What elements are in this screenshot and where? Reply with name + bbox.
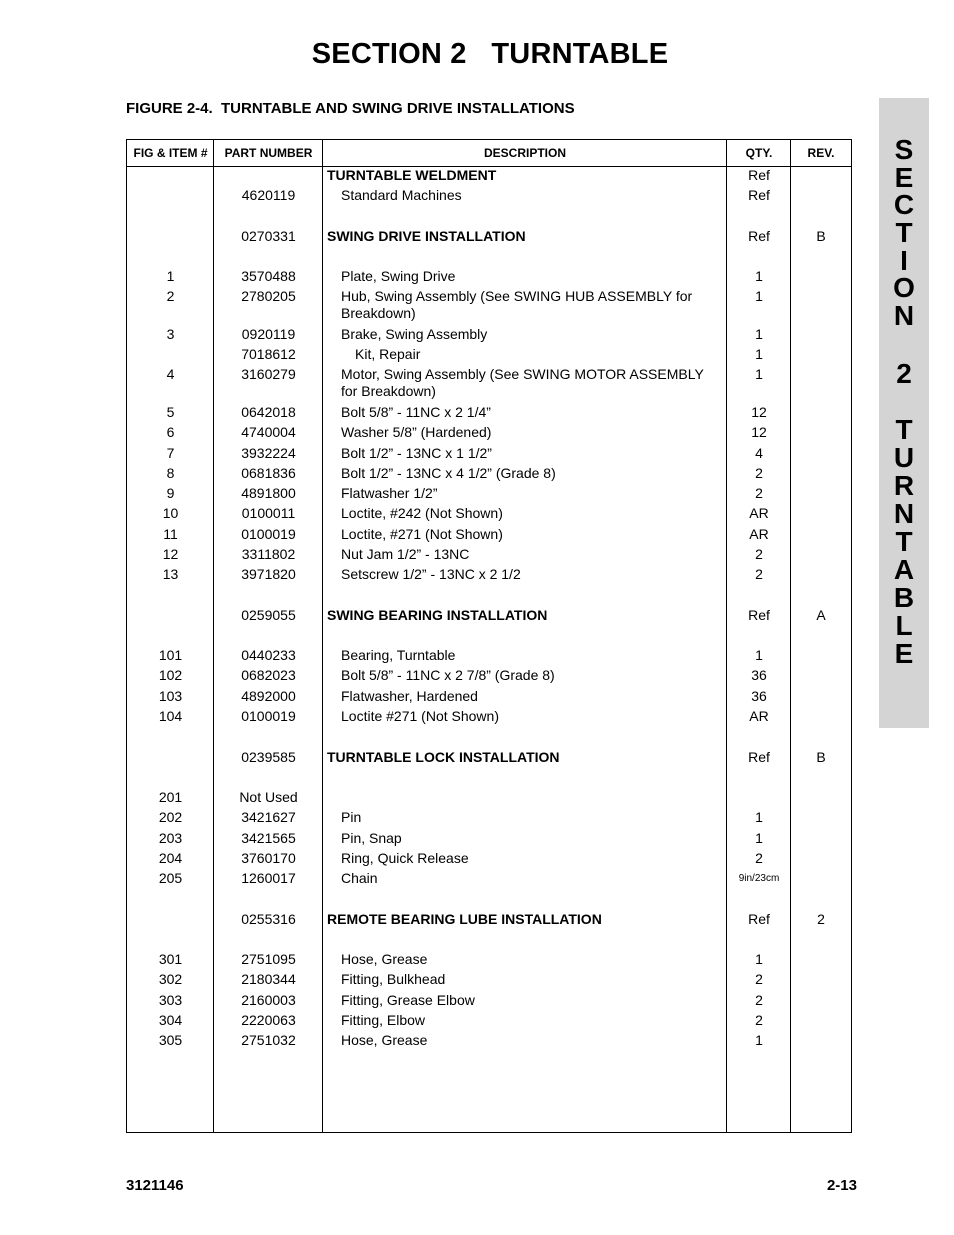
fig-item-cell: 305 [158,1032,183,1048]
column-header-part-number: PART NUMBER [224,146,313,160]
fig-item-cell: 103 [158,688,183,704]
qty-cell: 1 [755,951,763,967]
description-cell: TURNTABLE WELDMENT [327,167,497,183]
qty-cell: 1 [755,830,763,846]
fig-item-cell: 3 [166,326,175,342]
parts-table [126,139,852,1133]
part-number-cell: 7018612 [241,346,296,362]
part-number-cell: 2220063 [241,1012,296,1028]
fig-item-cell: 12 [162,546,179,562]
description-cell: Hub, Swing Assembly (See SWING HUB ASSEMBLY for Breakdown) [341,288,693,321]
part-number-cell: 0270331 [241,228,296,244]
qty-cell: 2 [755,566,763,582]
qty-cell: 2 [755,546,763,562]
fig-item-cell: 204 [158,850,183,866]
side-tab-letter: A [893,554,915,585]
fig-item-cell: 8 [166,465,175,481]
part-number-cell: 0259055 [241,607,296,623]
qty-cell: AR [749,708,769,724]
part-number-cell: 0440233 [241,647,296,663]
description-cell: SWING DRIVE INSTALLATION [327,228,526,244]
part-number-cell: 0681836 [241,465,296,481]
part-number-cell: 3421627 [241,809,296,825]
section-side-tab [879,98,929,728]
fig-item-cell: 9 [166,485,175,501]
description-cell: Motor, Swing Assembly (See SWING MOTOR ASSEMBLY for Breakdown) [341,366,704,399]
qty-cell: 1 [755,809,763,825]
fig-item-cell: 2 [166,288,175,304]
part-number-cell: 4620119 [241,187,296,203]
description-cell: Flatwasher 1/2” [341,485,438,501]
side-tab-letter: C [893,189,915,220]
fig-item-cell: 1 [166,268,175,284]
side-tab-letter: T [895,526,913,557]
qty-cell: 1 [755,366,763,382]
part-number-cell: 3160279 [241,366,296,382]
part-number-cell: 4892000 [241,688,296,704]
part-number-cell: 4891800 [241,485,296,501]
description-cell: Washer 5/8” (Hardened) [341,424,492,440]
fig-item-cell: 13 [162,566,179,582]
part-number-cell: 2160003 [241,992,296,1008]
side-tab-letter: E [894,162,914,193]
description-cell: SWING BEARING INSTALLATION [327,607,548,623]
part-number-cell: 3971820 [241,566,296,582]
fig-item-cell: 11 [163,526,178,542]
figure-title: FIGURE 2-4. TURNTABLE AND SWING DRIVE INSTALLATIONS [126,100,575,117]
qty-cell: 2 [755,850,763,866]
footer-doc-number: 3121146 [126,1177,184,1194]
qty-cell: 2 [755,465,763,481]
qty-cell: Ref [748,167,770,183]
fig-item-cell: 301 [158,951,183,967]
qty-cell: Ref [748,607,770,623]
qty-cell: 36 [751,688,767,704]
part-number-cell: Not Used [239,789,298,805]
side-tab-letter: U [893,442,915,473]
column-header-rev: REV. [807,146,835,160]
part-number-cell: 0100011 [241,505,296,521]
part-number-cell: 3570488 [241,268,296,284]
description-cell: Bolt 1/2” - 13NC x 4 1/2” (Grade 8) [341,465,556,481]
part-number-cell: 0920119 [241,326,296,342]
description-cell: Bolt 5/8” - 11NC x 2 7/8” (Grade 8) [341,667,555,683]
description-cell: Kit, Repair [355,346,421,362]
part-number-cell: 0642018 [241,404,296,420]
column-header-description: DESCRIPTION [483,146,566,160]
description-cell: Fitting, Elbow [341,1012,426,1028]
fig-item-cell: 203 [158,830,183,846]
qty-cell: 12 [751,424,767,440]
part-number-cell: 2751032 [241,1032,296,1048]
rev-cell: B [816,749,826,765]
description-cell: Loctite #271 (Not Shown) [341,708,499,724]
rev-cell: B [816,228,826,244]
side-tab-letter: T [895,414,913,445]
side-tab-letter: N [893,498,915,529]
part-number-cell: 3311802 [241,546,296,562]
side-tab-letter: E [894,638,914,669]
qty-cell: AR [749,526,769,542]
side-tab-letter: T [895,217,913,248]
qty-cell: Ref [748,749,770,765]
description-cell: Setscrew 1/2” - 13NC x 2 1/2 [341,566,521,582]
fig-item-cell: 104 [158,708,183,724]
qty-cell: 1 [755,647,763,663]
fig-item-cell: 302 [158,971,183,987]
column-header-item: FIG & ITEM # [133,146,208,160]
fig-item-cell: 4 [166,366,175,382]
qty-cell: 2 [755,992,763,1008]
qty-cell: Ref [748,187,770,203]
qty-cell: 1 [755,346,763,362]
description-cell: Bolt 5/8” - 11NC x 2 1/4” [341,404,491,420]
description-cell: Hose, Grease [341,951,428,967]
description-cell: Loctite, #242 (Not Shown) [341,505,503,521]
description-cell: Pin [341,809,362,825]
side-tab-letter: I [900,245,908,276]
section-title: SECTION 2 TURNTABLE [311,38,669,70]
part-number-cell: 2751095 [241,951,296,967]
side-tab-letter: L [895,610,913,641]
fig-item-cell: 202 [158,809,183,825]
description-cell: Hose, Grease [341,1032,428,1048]
side-tab-letter: O [893,272,915,303]
fig-item-cell: 5 [166,404,175,420]
description-cell: Standard Machines [341,187,462,203]
part-number-cell: 0100019 [241,708,296,724]
description-cell: Loctite, #271 (Not Shown) [341,526,503,542]
qty-cell: 4 [755,445,763,461]
qty-cell: Ref [748,911,770,927]
qty-cell: 1 [755,268,763,284]
description-cell: Brake, Swing Assembly [341,326,488,342]
part-number-cell: 0100019 [241,526,296,542]
fig-item-cell: 303 [158,992,183,1008]
part-number-cell: 0255316 [241,911,296,927]
fig-item-cell: 6 [166,424,175,440]
side-tab-letter: 2 [896,358,912,389]
side-tab-letter: R [893,470,915,501]
footer-page-number: 2-13 [826,1177,857,1194]
side-tab-letter: S [894,134,914,165]
qty-cell: Ref [748,228,770,244]
qty-cell: 36 [751,667,767,683]
fig-item-cell: 102 [158,667,183,683]
description-cell: Fitting, Bulkhead [341,971,446,987]
qty-cell: 1 [755,288,763,304]
part-number-cell: 0682023 [241,667,296,683]
description-cell: Ring, Quick Release [341,850,469,866]
qty-cell: 2 [755,485,763,501]
part-number-cell: 1260017 [241,870,296,886]
qty-cell: 2 [755,971,763,987]
qty-cell: 2 [755,1012,763,1028]
qty-cell: 9in/23cm [738,873,780,884]
description-cell: Bearing, Turntable [341,647,456,663]
fig-item-cell: 201 [158,789,183,805]
part-number-cell: 3421565 [241,830,296,846]
description-cell: Nut Jam 1/2” - 13NC [341,546,470,562]
side-tab-letter: B [893,582,915,613]
description-cell: Plate, Swing Drive [341,268,456,284]
description-cell: Chain [341,870,378,886]
description-cell: Bolt 1/2” - 13NC x 1 1/2” [341,445,492,461]
part-number-cell: 0239585 [241,749,296,765]
qty-cell: 12 [751,404,767,420]
part-number-cell: 3932224 [241,445,296,461]
fig-item-cell: 101 [158,647,183,663]
part-number-cell: 4740004 [241,424,296,440]
side-tab-letter: N [893,300,915,331]
part-number-cell: 2180344 [241,971,296,987]
qty-cell: 1 [755,1032,763,1048]
qty-cell: 1 [755,326,763,342]
description-cell: Fitting, Grease Elbow [341,992,475,1008]
qty-cell: AR [749,505,769,521]
part-number-cell: 2780205 [241,288,296,304]
fig-item-cell: 7 [166,445,175,461]
rev-cell: A [816,607,826,623]
description-cell: Pin, Snap [341,830,402,846]
fig-item-cell: 205 [158,870,183,886]
rev-cell: 2 [817,911,825,927]
fig-item-cell: 10 [162,505,179,521]
column-header-qty: QTY. [745,146,773,160]
description-cell: Flatwasher, Hardened [341,688,478,704]
description-cell: TURNTABLE LOCK INSTALLATION [327,749,560,765]
fig-item-cell: 304 [158,1012,183,1028]
part-number-cell: 3760170 [241,850,296,866]
description-cell: REMOTE BEARING LUBE INSTALLATION [327,911,602,927]
